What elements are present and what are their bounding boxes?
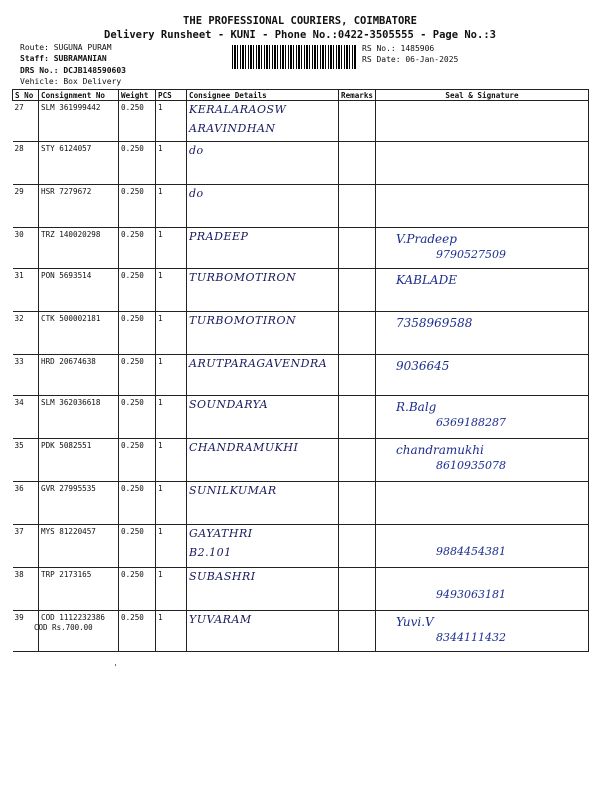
staff-label: Staff:: [20, 54, 49, 63]
row-sno: 35: [13, 439, 39, 482]
runsheet-table: [12, 89, 589, 652]
table-header: [13, 90, 589, 101]
row-consignee: [187, 525, 339, 568]
row-consignment: TRP 2173165: [39, 568, 119, 611]
cod-total: COD Rs.700.00: [34, 623, 93, 632]
row-consignee: [187, 101, 339, 142]
row-remarks: [339, 185, 376, 228]
rs-date: RS Date: 06-Jan-2025: [362, 55, 459, 64]
consignee-line-1: SUNILKUMAR: [189, 484, 277, 497]
row-remarks: [339, 396, 376, 439]
row-consignment: SLM 361999442: [39, 101, 119, 142]
consignee-line-1: TURBOMOTIRON: [189, 314, 297, 327]
row-signature: [376, 228, 589, 269]
row-sno: 37: [13, 525, 39, 568]
row-consignee: [187, 185, 339, 228]
row-remarks: [339, 525, 376, 568]
consignee-line-1: do: [189, 187, 204, 200]
row-signature: [376, 396, 589, 439]
row-remarks: [339, 101, 376, 142]
consignee-line-2: B2.101: [189, 546, 232, 559]
signature-phone: 8344111432: [436, 631, 506, 644]
row-consignee: [187, 312, 339, 355]
row-consignee: [187, 482, 339, 525]
row-signature: [376, 439, 589, 482]
row-sno: 38: [13, 568, 39, 611]
row-sno: 27: [13, 101, 39, 142]
signature-phone: 9884454381: [436, 545, 506, 558]
col-consignment: Consignment No: [39, 90, 119, 101]
row-sno: 32: [13, 312, 39, 355]
row-remarks: [339, 269, 376, 312]
consignee-line-1: CHANDRAMUKHI: [189, 441, 299, 454]
signature-phone: 9493063181: [436, 588, 506, 601]
row-remarks: [339, 611, 376, 652]
table-row: [13, 142, 589, 185]
row-consignment: STY 6124057: [39, 142, 119, 185]
drs-value: DCJB148590603: [63, 66, 126, 75]
row-remarks: [339, 568, 376, 611]
signature-name: 9036645: [396, 359, 450, 373]
row-weight: 0.250: [119, 355, 156, 396]
row-weight: 0.250: [119, 101, 156, 142]
row-pcs: 1: [156, 355, 187, 396]
consignee-line-1: do: [189, 144, 204, 157]
staff-value: SUBRAMANIAN: [53, 54, 107, 63]
signature-name: chandramukhi: [396, 443, 484, 457]
consignee-line-1: YUVARAM: [189, 613, 252, 626]
table-row: [13, 396, 589, 439]
row-consignment: GVR 27995535: [39, 482, 119, 525]
table-row: [13, 355, 589, 396]
row-weight: 0.250: [119, 525, 156, 568]
signature-name: KABLADE: [396, 273, 457, 287]
row-consignment: TRZ 140020298: [39, 228, 119, 269]
vehicle: Vehicle: Box Delivery: [20, 77, 122, 86]
row-consignment: PDK 5082551: [39, 439, 119, 482]
row-pcs: 1: [156, 101, 187, 142]
consignee-line-1: KERALARAOSW: [189, 103, 287, 116]
row-pcs: 1: [156, 142, 187, 185]
row-weight: 0.250: [119, 269, 156, 312]
row-sno: 34: [13, 396, 39, 439]
row-weight: 0.250: [119, 312, 156, 355]
row-pcs: 1: [156, 185, 187, 228]
row-weight: 0.250: [119, 396, 156, 439]
row-signature: [376, 568, 589, 611]
row-signature: [376, 355, 589, 396]
row-consignment: COD 1112232386: [39, 611, 119, 652]
row-pcs: 1: [156, 568, 187, 611]
col-pcs: PCS: [156, 90, 187, 101]
row-consignment: PON 5693514: [39, 269, 119, 312]
table-row: [13, 269, 589, 312]
row-weight: 0.250: [119, 185, 156, 228]
row-pcs: 1: [156, 269, 187, 312]
table-row: [13, 185, 589, 228]
row-remarks: [339, 228, 376, 269]
rs-number: RS No.: 1485906: [362, 44, 435, 53]
row-consignee: [187, 355, 339, 396]
consignee-line-1: SOUNDARYA: [189, 398, 269, 411]
signature-name: V.Pradeep: [396, 232, 457, 246]
signature-name: Yuvi.V: [396, 615, 434, 629]
consignee-line-1: GAYATHRI: [189, 527, 253, 540]
signature-phone: 6369188287: [436, 416, 506, 429]
col-weight: Weight: [119, 90, 156, 101]
row-signature: [376, 101, 589, 142]
row-pcs: 1: [156, 396, 187, 439]
consignee-line-1: TURBOMOTIRON: [189, 271, 297, 284]
col-remarks: Remarks: [339, 90, 376, 101]
row-weight: 0.250: [119, 142, 156, 185]
consignee-line-1: PRADEEP: [189, 230, 249, 243]
table-row: [13, 439, 589, 482]
row-consignment: HSR 7279672: [39, 185, 119, 228]
row-consignee: [187, 439, 339, 482]
row-sno: 31: [13, 269, 39, 312]
signature-name: R.Balg: [396, 400, 437, 414]
table-row: [13, 568, 589, 611]
stray-mark: ': [113, 663, 118, 672]
row-pcs: 1: [156, 312, 187, 355]
row-pcs: 1: [156, 525, 187, 568]
row-pcs: 1: [156, 228, 187, 269]
signature-phone: 8610935078: [436, 459, 506, 472]
row-sno: 29: [13, 185, 39, 228]
row-consignee: [187, 142, 339, 185]
document-title: THE PROFESSIONAL COURIERS, COIMBATORE: [183, 15, 417, 27]
row-pcs: 1: [156, 611, 187, 652]
barcode: [232, 45, 356, 69]
row-pcs: 1: [156, 482, 187, 525]
table-row: [13, 611, 589, 652]
row-weight: 0.250: [119, 228, 156, 269]
row-remarks: [339, 482, 376, 525]
route: Route: SUGUNA PURAM: [20, 43, 112, 52]
row-remarks: [339, 355, 376, 396]
row-consignment: HRD 20674638: [39, 355, 119, 396]
row-consignee: [187, 396, 339, 439]
row-consignment: CTK 500002181: [39, 312, 119, 355]
consignee-line-1: SUBASHRI: [189, 570, 256, 583]
row-signature: [376, 142, 589, 185]
row-weight: 0.250: [119, 482, 156, 525]
row-signature: [376, 269, 589, 312]
col-signature: Seal & Signature: [376, 90, 589, 101]
row-consignee: [187, 269, 339, 312]
consignee-line-1: ARUTPARAGAVENDRA: [189, 357, 328, 370]
signature-name: 7358969588: [396, 316, 473, 330]
row-weight: 0.250: [119, 568, 156, 611]
row-weight: 0.250: [119, 611, 156, 652]
row-weight: 0.250: [119, 439, 156, 482]
consignee-line-2: ARAVINDHAN: [189, 122, 276, 135]
row-sno: 36: [13, 482, 39, 525]
table-row: [13, 482, 589, 525]
row-signature: [376, 525, 589, 568]
table-row: [13, 228, 589, 269]
row-consignee: [187, 228, 339, 269]
row-signature: [376, 611, 589, 652]
row-consignment: SLM 362036618: [39, 396, 119, 439]
table-row: [13, 525, 589, 568]
row-signature: [376, 312, 589, 355]
row-consignee: [187, 568, 339, 611]
row-signature: [376, 185, 589, 228]
row-remarks: [339, 142, 376, 185]
row-consignee: [187, 611, 339, 652]
staff: [20, 54, 107, 64]
row-sno: 30: [13, 228, 39, 269]
drs-label: DRS No.:: [20, 66, 59, 75]
signature-phone: 9790527509: [436, 248, 506, 261]
table-row: [13, 312, 589, 355]
col-sno: S No: [13, 90, 39, 101]
table-row: [13, 101, 589, 142]
row-signature: [376, 482, 589, 525]
drs-number: [20, 66, 126, 76]
row-sno: 33: [13, 355, 39, 396]
row-remarks: [339, 312, 376, 355]
row-sno: 28: [13, 142, 39, 185]
document-subtitle: Delivery Runsheet - KUNI - Phone No.:0422-3505555 - Page No.:3: [104, 29, 496, 41]
row-consignment: MYS 81220457: [39, 525, 119, 568]
row-sno: 39: [13, 611, 39, 652]
row-remarks: [339, 439, 376, 482]
col-consignee: Consignee Details: [187, 90, 339, 101]
row-pcs: 1: [156, 439, 187, 482]
